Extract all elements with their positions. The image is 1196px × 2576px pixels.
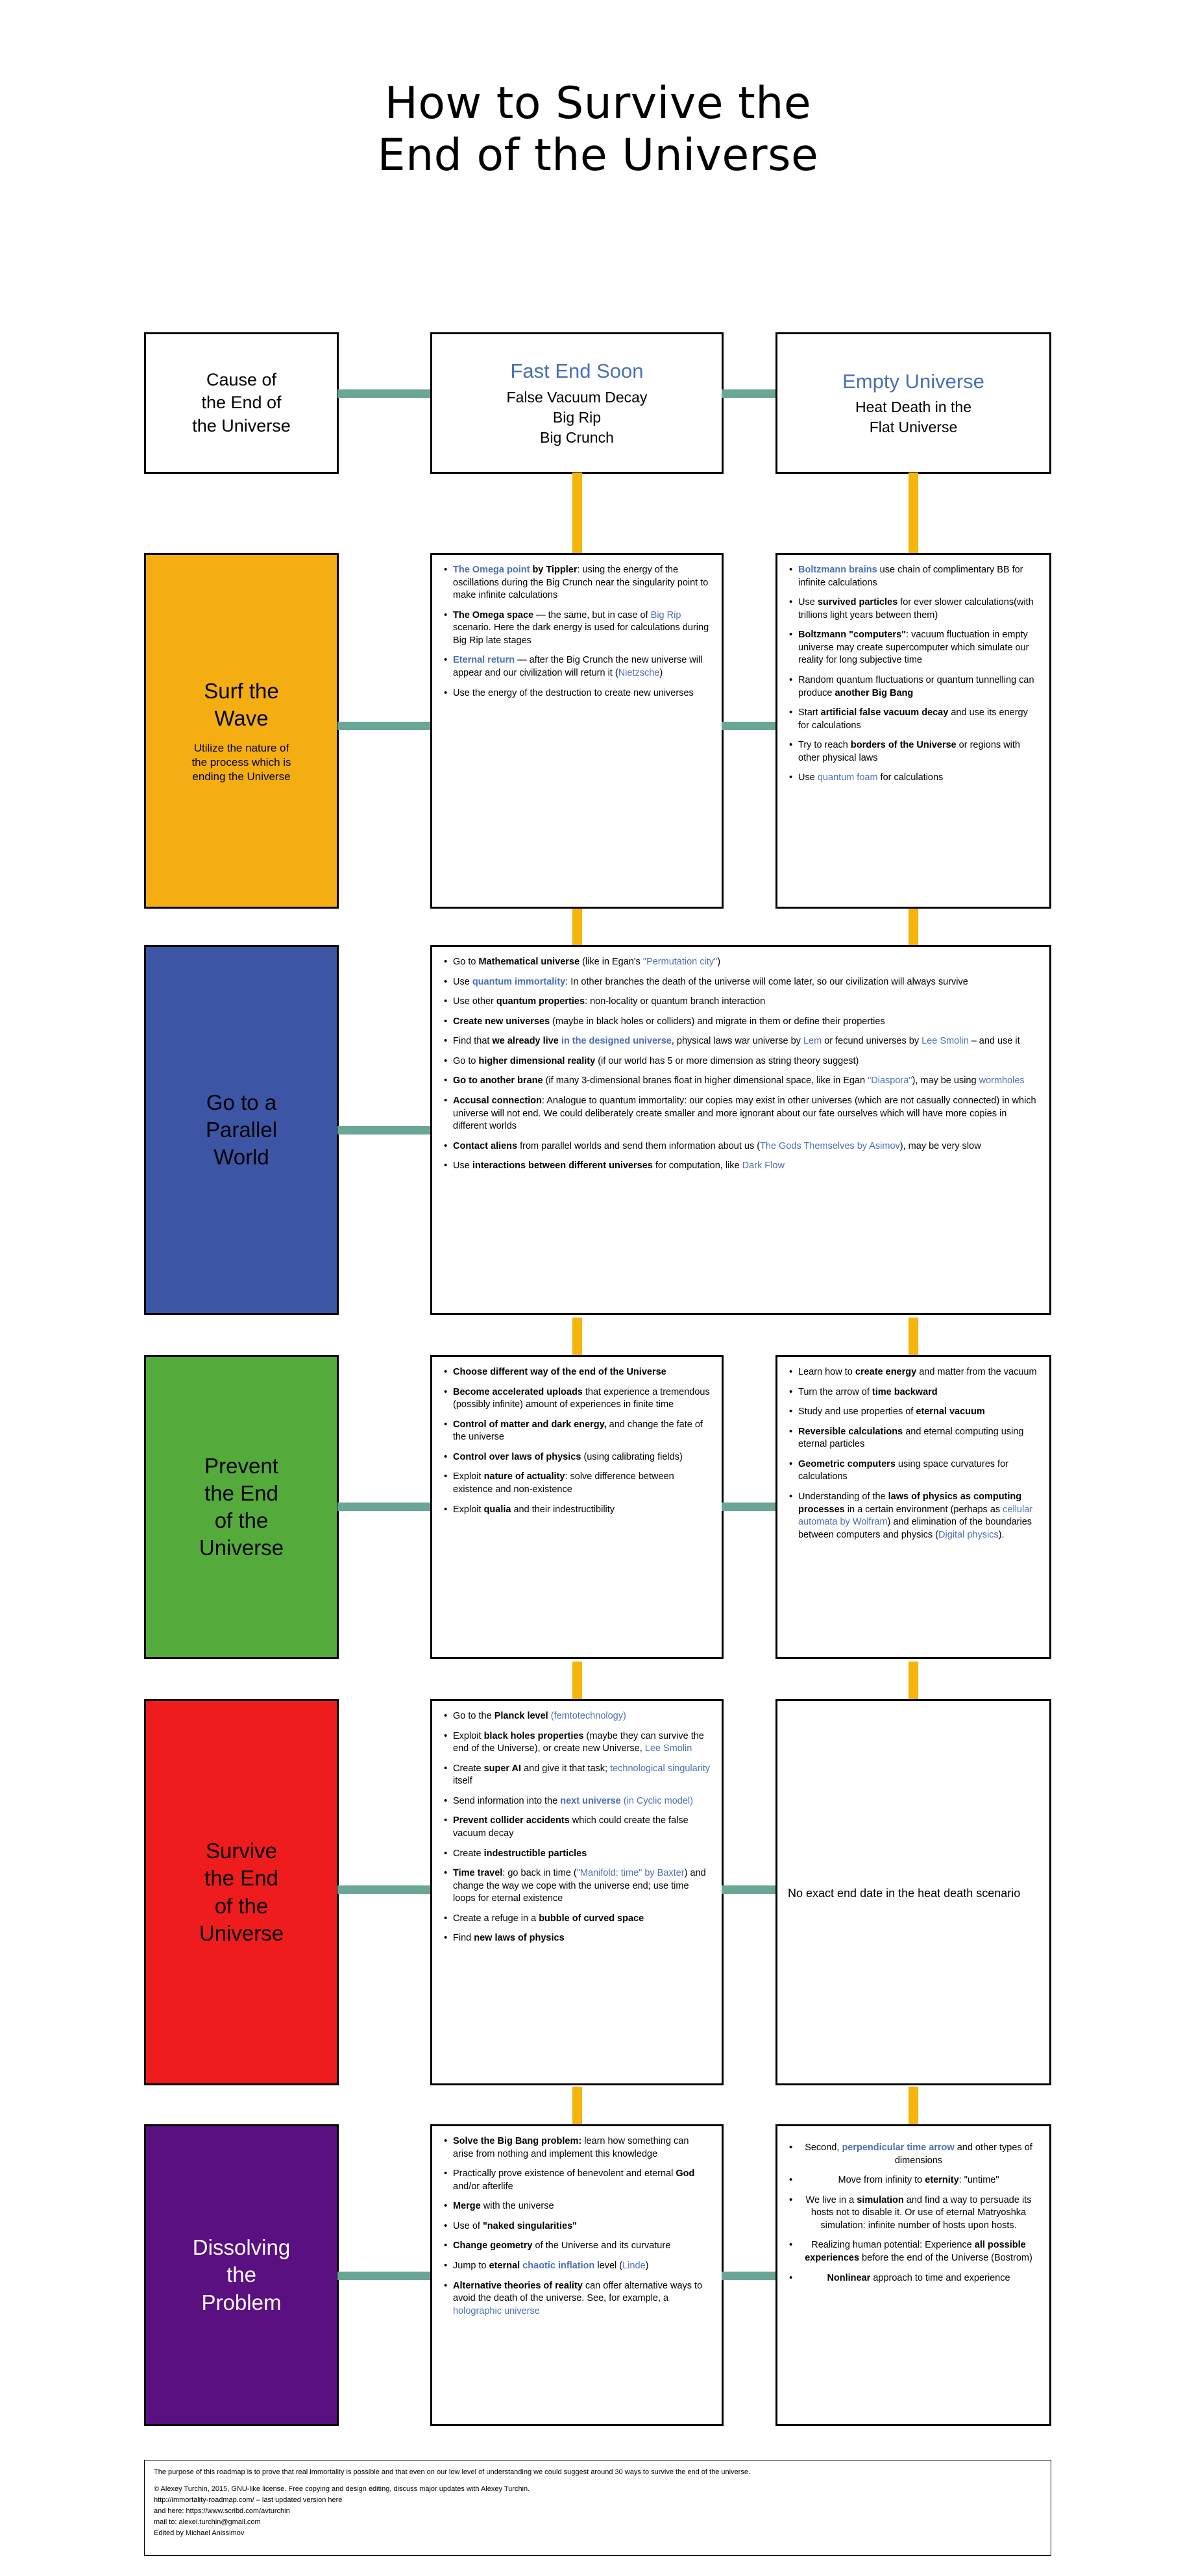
connector-vert-fast-2 [572, 907, 582, 946]
connector-fast-to-empty [722, 389, 777, 398]
category-title-line3: of the [214, 1508, 269, 1532]
list-item: • Solve the Big Bang problem: learn how something can arise from nothing and implement this knowledge [443, 2135, 711, 2161]
title-line-2: End of the Universe [377, 130, 819, 182]
list-item: • Try to reach borders of the Universe or regions with other physical laws [788, 739, 1039, 765]
category-title-line4: Universe [199, 1536, 284, 1560]
list-item: • Find that we already live in the designed universe, physical laws war universe by Lem or fecund universes by Lee Smolin – and use it [443, 1035, 1039, 1048]
footer-url-roadmap[interactable]: http://immortality-roadmap.com/ – last updated version here [154, 2496, 343, 2505]
header-empty-title: Empty Universe [842, 369, 984, 393]
category-survive-the-end [144, 1699, 339, 2085]
category-title-line1: Dissolving [192, 2235, 291, 2260]
connector-cause-to-fast [337, 389, 432, 398]
category-title-line1: Surf the [204, 678, 279, 703]
list-item: • Use survived particles for ever slower calculations(with trillions light years between them) [788, 596, 1039, 622]
content-surf-empty [775, 553, 1051, 909]
footer-box [144, 2460, 1051, 2556]
list-item: • Go to another brane (if many 3-dimensional branes float in higher dimensional space, like in Egan "Diaspora"), may be using wormholes [443, 1075, 1039, 1088]
header-fast-end-box [430, 332, 724, 474]
list-item: • Move from infinity to eternity: "untime" [788, 2174, 1039, 2187]
list-item: • Prevent collider accidents which could create the false vacuum decay [443, 1815, 711, 1840]
list-item: • Create new universes (maybe in black holes or colliders) and migrate in them or define their properties [443, 1016, 1039, 1029]
list-parallel-world [443, 956, 1039, 1173]
header-fast-sub3: Big Crunch [540, 428, 614, 446]
category-go-to-parallel-world [144, 945, 339, 1315]
list-item: • Nonlinear approach to time and experience [788, 2272, 1039, 2285]
category-title-line2: the End [204, 1866, 278, 1891]
header-fast-title: Fast End Soon [510, 360, 644, 383]
list-item: • Use interactions between different universes for computation, like Dark Flow [443, 1160, 1039, 1173]
category-title-line4: Universe [199, 1920, 284, 1945]
connector-vert-empty-5 [909, 2087, 918, 2126]
list-item: • Create super AI and give it that task; technological singularity itself [443, 1763, 711, 1788]
list-item: • Go to Mathematical universe (like in Egan's "Permutation city") [443, 956, 1039, 969]
list-item: • Boltzmann "computers": vacuum fluctuation in empty universe may create supercomputer which simulate our reality for long subjective time [788, 629, 1039, 667]
survive-empty-note: No exact end date in the heat death scenario [788, 1886, 1021, 1900]
connector-vert-fast-4 [572, 1662, 582, 1700]
list-dissolving-fast [443, 2135, 711, 2318]
header-cause-line1: Cause of [206, 370, 277, 390]
header-fast-sub1: False Vacuum Decay [506, 388, 648, 406]
footer-copyright: © Alexey Turchin, 2015, GNU-like license. Free copying and design editing, discuss major updates with Alexey Turchin. [154, 2485, 530, 2494]
list-item: • Eternal return — after the Big Crunch the new universe will appear and our civilization will return it (Nietzsche) [443, 654, 711, 680]
list-item: • Control of matter and dark energy, and change the fate of the universe [443, 1419, 711, 1444]
list-item: • Accusal connection: Analogue to quantum immortality: our copies may exist in other universes (which are not casually connected) in which universe will not end. We could deliberately create smaller and more ignorant about our fate ourselves which will have more copies in different worlds [443, 1095, 1039, 1133]
footer-url-scribd[interactable]: and here: https://www.scribd.com/avturchin [154, 2507, 290, 2516]
list-item: • Create indestructible particles [443, 1848, 711, 1861]
category-title-line2: Parallel [205, 1117, 278, 1142]
category-title-line3: World [214, 1145, 269, 1170]
list-surf-empty [788, 564, 1039, 785]
connector-vert-empty-4 [909, 1662, 918, 1700]
list-item: • Find new laws of physics [443, 1932, 711, 1945]
category-title-line1: Survive [205, 1839, 278, 1863]
header-empty-sub1: Heat Death in the [855, 399, 971, 416]
list-item: • Change geometry of the Universe and its curvature [443, 2240, 711, 2253]
list-item: • We live in a simulation and find a way to persuade its hosts not to disable it. Or use of eternal Matryoshka simulation: infinite number of hosts upon hosts. [788, 2194, 1039, 2233]
header-empty-sub2: Flat Universe [869, 419, 958, 436]
connector-vert-empty-3 [909, 1318, 918, 1356]
category-prevent-the-end [144, 1355, 339, 1659]
content-prevent-empty [775, 1355, 1051, 1659]
category-title-line3: of the [214, 1893, 269, 1918]
content-survive-fast [430, 1699, 724, 2085]
list-item: • Understanding of the laws of physics as computing processes in a certain environment (perhaps as cellular automata by Wolfram) and elimination of the boundaries between computers and physics (Digital physics). [788, 1491, 1039, 1541]
footer-mail[interactable]: mail to: alexei.turchin@gmail.com [154, 2518, 261, 2527]
connector-prevent-to-fast [337, 1503, 432, 1511]
list-item: • Reversible calculations and eternal computing using eternal particles [788, 1426, 1039, 1451]
connector-survive-to-fast [337, 1885, 432, 1894]
content-surf-fast [430, 553, 724, 909]
category-title-line2: the [226, 2263, 256, 2287]
content-prevent-fast [430, 1355, 724, 1659]
connector-vert-fast-5 [572, 2087, 582, 2126]
list-item: • Create a refuge in a bubble of curved space [443, 1913, 711, 1926]
list-item: • Boltzmann brains use chain of complimentary BB for infinite calculations [788, 564, 1039, 589]
list-item: • Become accelerated uploads that experience a tremendous (possibly infinite) amount of experiences in finite time [443, 1386, 711, 1412]
list-item: • Use of "naked singularities" [443, 2220, 711, 2233]
connector-vert-empty-2 [909, 907, 918, 946]
connector-dissolving-fast-to-empty [722, 2272, 777, 2280]
list-item: • Second, perpendicular time arrow and other types of dimensions [788, 2142, 1039, 2167]
list-surf-fast [443, 564, 711, 700]
list-item: • Turn the arrow of time backward [788, 1386, 1039, 1399]
list-item: • Use the energy of the destruction to create new universes [443, 687, 711, 700]
list-prevent-fast [443, 1366, 711, 1516]
list-item: • Control over laws of physics (using calibrating fields) [443, 1451, 711, 1464]
list-survive-fast [443, 1710, 711, 1945]
page-title [0, 78, 1196, 182]
header-empty-universe-box [775, 332, 1051, 474]
category-subtitle: Utilize the nature of the process which is ending the Universe [191, 742, 291, 783]
list-item: • Use quantum foam for calculations [788, 772, 1039, 785]
category-surf-the-wave [144, 553, 339, 909]
category-title-line2: the End [204, 1480, 278, 1505]
content-parallel-world [430, 945, 1051, 1315]
list-dissolving-empty [788, 2142, 1039, 2285]
category-dissolving-the-problem [144, 2124, 339, 2426]
list-item: • Choose different way of the end of the Universe [443, 1366, 711, 1379]
list-item: • Contact aliens from parallel worlds and send them information about us (The Gods Themselves by Asimov), may be very slow [443, 1140, 1039, 1153]
list-item: • Go to the Planck level (femtotechnology) [443, 1710, 711, 1723]
category-title-line2: Wave [214, 705, 269, 730]
list-item: • Go to higher dimensional reality (if our world has 5 or more dimension as string theory suggest) [443, 1055, 1039, 1068]
list-item: • Use other quantum properties: non-locality or quantum branch interaction [443, 996, 1039, 1009]
category-title-line1: Prevent [204, 1453, 278, 1478]
connector-vert-fast-3 [572, 1318, 582, 1356]
list-item: • Use quantum immortality: In other branches the death of the universe will come later, so our civilization will always survive [443, 976, 1039, 989]
footer-purpose: The purpose of this roadmap is to prove that real immortality is possible and that even on our low level of understanding we could suggest around 30 ways to survive the end of the universe. [154, 2468, 751, 2476]
connector-prevent-fast-to-empty [722, 1503, 777, 1511]
list-item: • Exploit nature of actuality: solve difference between existence and non-existence [443, 1471, 711, 1496]
header-cause-line2: the End of [201, 393, 282, 413]
list-item: • Jump to eternal chaotic inflation level (Linde) [443, 2260, 711, 2273]
list-item: • The Omega space — the same, but in case of Big Rip scenario. Here the dark energy is used for calculations during Big Rip late stages [443, 609, 711, 648]
list-item: • Learn how to create energy and matter from the vacuum [788, 1366, 1039, 1379]
list-item: • Practically prove existence of benevolent and eternal God and/or afterlife [443, 2168, 711, 2193]
list-item: • Merge with the universe [443, 2200, 711, 2213]
content-survive-empty [775, 1699, 1051, 2085]
list-item: • Time travel: go back in time ("Manifold: time" by Baxter) and change the way we cope with the universe end; use time loops for eternal existence [443, 1867, 711, 1906]
connector-surf-fast-to-empty [722, 722, 777, 730]
connector-vert-empty-1 [909, 472, 918, 556]
list-prevent-empty [788, 1366, 1039, 1541]
list-item: • Random quantum fluctuations or quantum tunnelling can produce another Big Bang [788, 674, 1039, 700]
list-item: • Exploit qualia and their indestructibility [443, 1504, 711, 1517]
title-line-1: How to Survive the [384, 78, 812, 129]
header-cause-line3: the Universe [192, 415, 291, 435]
list-item: • Alternative theories of reality can offer alternative ways to avoid the death of the universe. See, for example, a holographic universe [443, 2280, 711, 2318]
header-cause-box [144, 332, 339, 474]
connector-survive-fast-to-empty [722, 1885, 777, 1894]
header-fast-sub2: Big Rip [552, 408, 602, 426]
connector-dissolving-to-fast [337, 2272, 432, 2280]
category-title-line3: Problem [201, 2290, 282, 2314]
list-item: • Exploit black holes properties (maybe they can survive the end of the Universe), or create new Universe, Lee Smolin [443, 1730, 711, 1756]
list-item: • Realizing human potential: Experience all possible experiences before the end of the Universe (Bostrom) [788, 2239, 1039, 2264]
list-item: • Study and use properties of eternal vacuum [788, 1406, 1039, 1419]
footer-editor: Edited by Michael Anissimov [154, 2529, 245, 2538]
connector-vert-fast-1 [572, 472, 582, 556]
connector-parallel-to-content [337, 1126, 432, 1135]
content-dissolving-fast [430, 2124, 724, 2426]
list-item: • The Omega point by Tippler: using the energy of the oscillations during the Big Crunch near the singularity point to make infinite calculations [443, 564, 711, 602]
list-item: • Geometric computers using space curvatures for calculations [788, 1458, 1039, 1484]
list-item: • Start artificial false vacuum decay and use its energy for calculations [788, 707, 1039, 732]
content-dissolving-empty [775, 2124, 1051, 2426]
list-item: • Send information into the next universe (in Cyclic model) [443, 1795, 711, 1808]
category-title-line1: Go to a [206, 1090, 277, 1114]
connector-surf-to-fast [337, 722, 432, 730]
